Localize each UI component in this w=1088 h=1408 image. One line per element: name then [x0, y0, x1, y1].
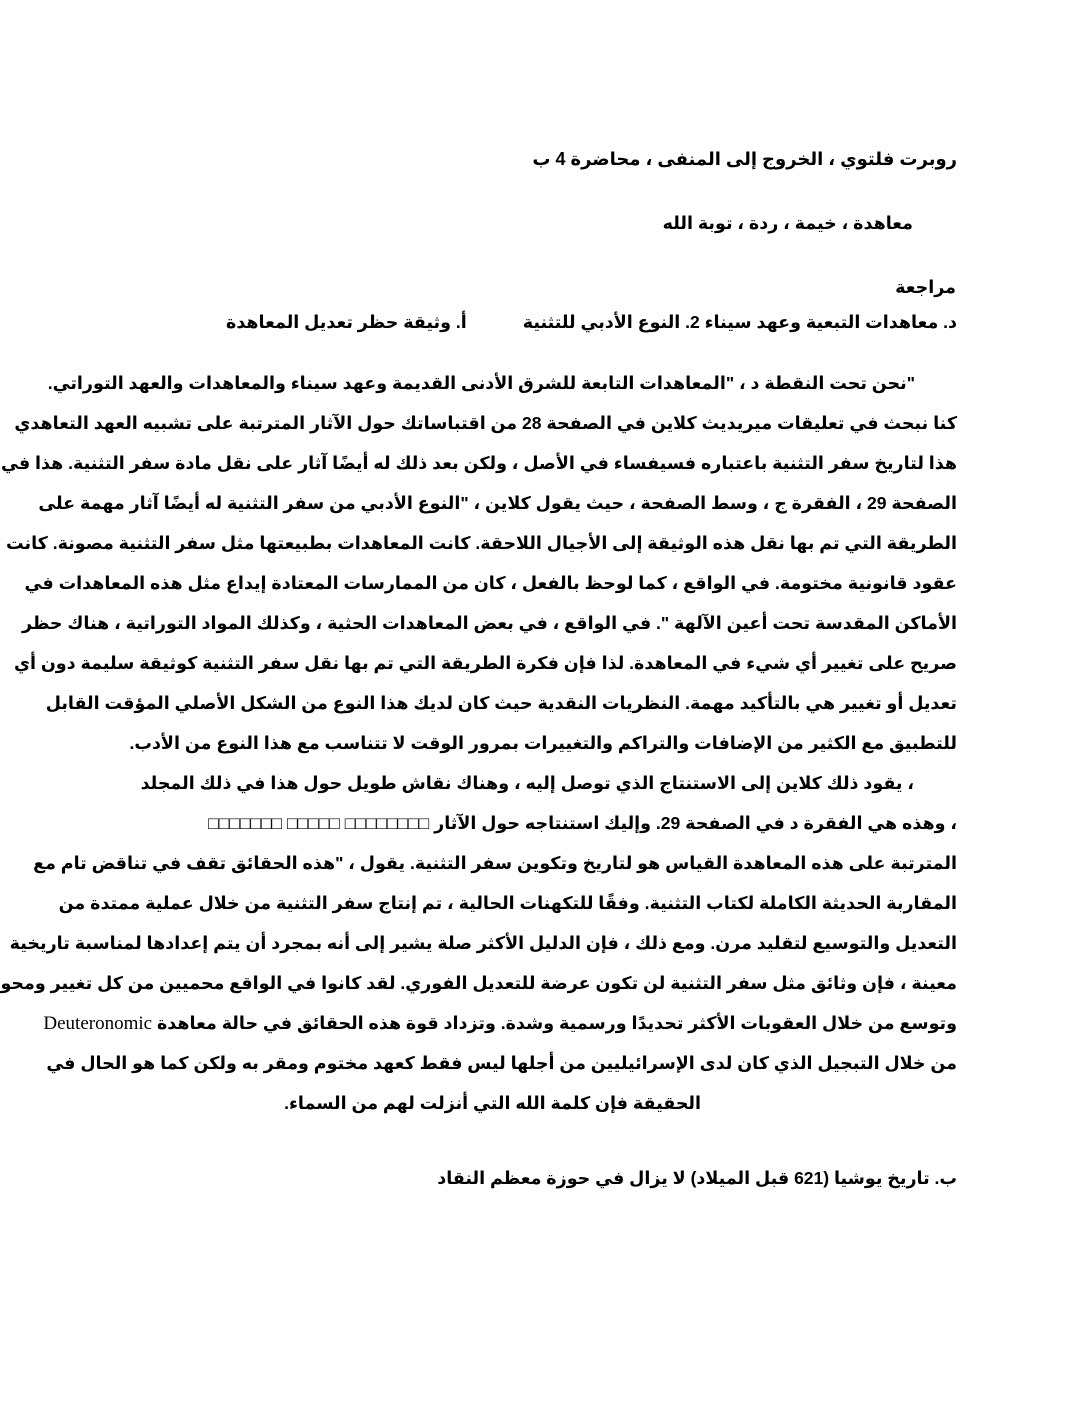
body-line: هذا لتاريخ سفر التثنية باعتباره فسيفساء في الأصل ، ولكن بعد ذلك له أيضًا آثار على نقل مادة سفر التثنية. هذا في: [1, 453, 957, 473]
body-line: من خلال التبجيل الذي كان لدى الإسرائيليين من أجلها ليس فقط كعهد مختوم ومقر به ولكن كما هو الحال في: [46, 1053, 957, 1073]
review-item-a: أ. وثيقة حظر تعديل المعاهدة: [225, 312, 467, 332]
review-items: [226, 311, 957, 333]
body-line-with-latin: [43, 1012, 957, 1035]
body-line: الصفحة 29 ، الفقرة ج ، وسط الصفحة ، حيث يقول كلاين ، "النوع الأدبي من سفر التثنية له أيضًا آثار مهمة على: [38, 493, 957, 513]
missing-glyph-boxes: □□□□□□□□ □□□□□ □□□□□□□: [208, 813, 430, 833]
body-line: الأماكن المقدسة تحت أعين الآلهة ". في الواقع ، في بعض المعاهدات الحثية ، وكذلك المواد التوراتية ، هناك حظر: [21, 613, 957, 633]
review-item-d: د. معاهدات التبعية وعهد سيناء 2. النوع الأدبي للتثنية: [522, 312, 957, 332]
body-line: المقاربة الحديثة الكاملة لكتاب التثنية. وفقًا للتكهنات الحالية ، تم إنتاج سفر التثنية من خلال عملية ممتدة من: [58, 893, 957, 913]
body-line: تعديل أو تغيير هي بالتأكيد مهمة. النظريات النقدية حيث كان لديك هذا النوع من الشكل الأصلي المؤقت القابل: [45, 693, 957, 713]
document-title: روبرت فلتوي ، الخروج إلى المنفى ، محاضرة 4 ب: [532, 149, 957, 169]
body-line: الطريقة التي تم بها نقل هذه الوثيقة إلى الأجيال اللاحقة. كانت المعاهدات بطبيعتها مثل سفر التثنية مصونة. كانت: [6, 533, 957, 553]
body-line: كنا نبحث في تعليقات ميريديث كلاين في الصفحة 28 من اقتباساتك حول الآثار المترتبة على تشبيه العهد التعاهدي: [14, 413, 957, 433]
body-line: معينة ، فإن وثائق مثل سفر التثنية لن تكون عرضة للتعديل الفوري. لقد كانوا في الواقع محميين من كل تغيير ومحو: [0, 973, 957, 993]
body-line: التعديل والتوسيع لتقليد مرن. ومع ذلك ، فإن الدليل الأكثر صلة يشير إلى أنه بمجرد أن يتم إعدادها لمناسبة تاريخية: [9, 933, 957, 953]
body-line-text: ، وهذه هي الفقرة د في الصفحة 29. وإليك استنتاجه حول الآثار: [434, 813, 957, 833]
body-line: المترتبة على هذه المعاهدة القياس هو لتاريخ وتكوين سفر التثنية. يقول ، "هذه الحقائق تقف في تناقض تام مع: [33, 853, 957, 873]
body-line-text: وتوسع من خلال العقوبات الأكثر تحديدًا ورسمية وشدة. وتزداد قوة هذه الحقائق في حالة معاهدة: [156, 1013, 957, 1033]
footer-line: ب. تاريخ يوشيا (621 قبل الميلاد) لا يزال في حوزة معظم النقاد: [437, 1168, 957, 1188]
document-subtitle: معاهدة ، خيمة ، ردة ، توبة الله: [662, 213, 913, 233]
body-line: للتطبيق مع الكثير من الإضافات والتراكم والتغييرات بمرور الوقت لا تتناسب مع هذا النوع من الأدب.: [129, 733, 957, 753]
body-line: الحقيقة فإن كلمة الله التي أنزلت لهم من السماء.: [284, 1093, 701, 1113]
body-line: "نحن تحت النقطة د ، "المعاهدات التابعة للشرق الأدنى القديمة وعهد سيناء والمعاهدات والعهد التوراتي.: [47, 373, 915, 393]
review-heading: مراجعة: [895, 277, 956, 297]
body-line: ، يقود ذلك كلاين إلى الاستنتاج الذي توصل إليه ، وهناك نقاش طويل حول هذا في ذلك المجلد: [140, 773, 914, 793]
body-line: عقود قانونية مختومة. في الواقع ، كما لوحظ بالفعل ، كان من الممارسات المعتادة إيداع مثل هذه المعاهدات في: [24, 573, 957, 593]
latin-word: Deuteronomic: [43, 1013, 153, 1034]
body-line-with-missing-glyphs: [208, 812, 957, 834]
body-line: صريح على تغيير أي شيء في المعاهدة. لذا فإن فكرة الطريقة التي تم بها نقل سفر التثنية كوثيقة سليمة دون أي: [13, 653, 957, 673]
